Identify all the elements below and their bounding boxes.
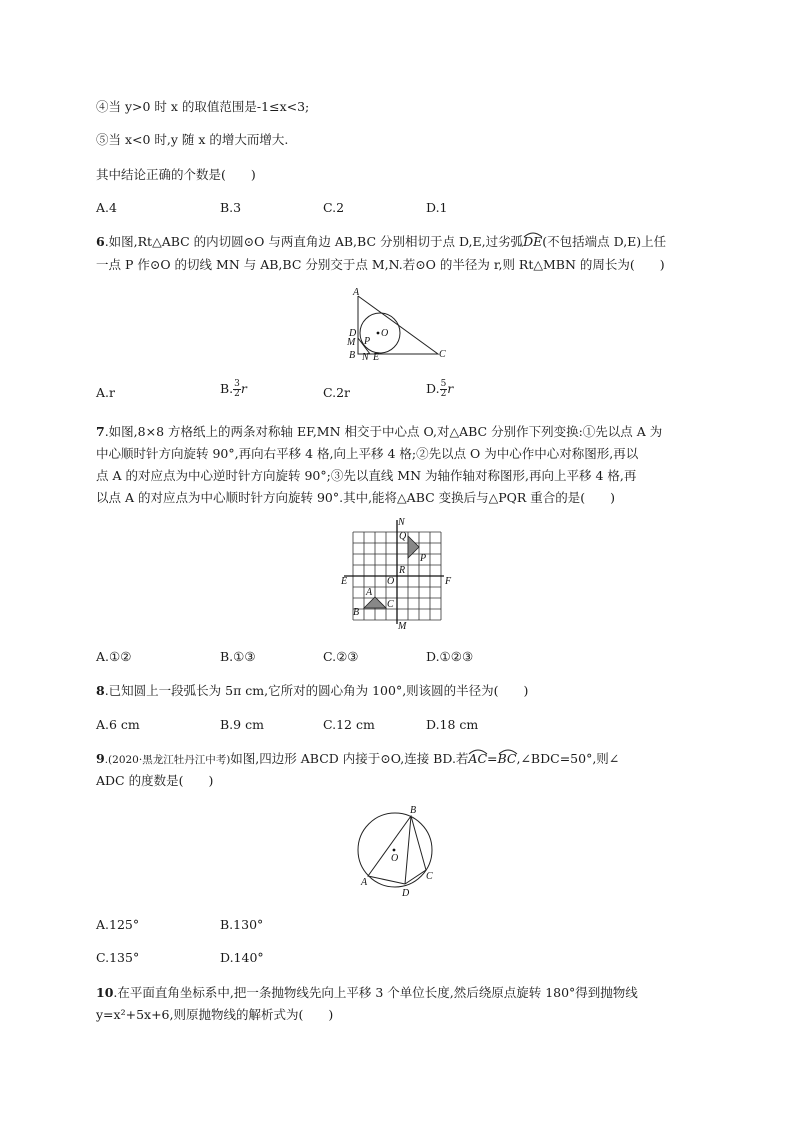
label-a: A bbox=[361, 877, 368, 888]
q6-option-a[interactable]: A.r bbox=[96, 385, 115, 400]
arc-mark-icon bbox=[468, 747, 488, 755]
arc-mark-icon bbox=[498, 747, 518, 755]
label-a: A bbox=[366, 587, 373, 598]
q5-option-c[interactable]: C.2 bbox=[323, 200, 345, 215]
q9-option-d[interactable]: D.140° bbox=[220, 950, 264, 965]
q5-option-b[interactable]: B.3 bbox=[220, 200, 242, 215]
label-p: P bbox=[420, 553, 427, 564]
q6-option-d[interactable]: D. $\frac{5}{2}$ r bbox=[426, 379, 454, 399]
statement-5: ⑤当 x<0 时,y 随 x 的增大而增大. bbox=[96, 132, 289, 147]
q6-figure bbox=[340, 284, 460, 364]
q6-option-c[interactable]: C.2r bbox=[323, 385, 351, 400]
q7-line-1: 7.如图,8×8 方格纸上的两条对称轴 EF,MN 相交于中心点 O,对△ABC 分别作下列变换:①先以点 A 为 bbox=[96, 424, 663, 439]
q5-option-a[interactable]: A.4 bbox=[96, 200, 117, 215]
q6-option-b[interactable]: B. $\frac{3}{2}$ r bbox=[220, 379, 247, 399]
q8-line-1: 8.已知圆上一段弧长为 5π cm,它所对的圆心角为 100°,则该圆的半径为( ) bbox=[96, 683, 529, 698]
label-c: C bbox=[387, 599, 394, 610]
q9-line-1: 9.(2020·黑龙江牡丹江中考)如图,四边形 ABCD 内接于⊙O,连接 BD.若 AC= BC,∠BDC=50°,则∠ bbox=[96, 750, 619, 769]
label-n: N bbox=[362, 352, 369, 363]
q5-option-d[interactable]: D.1 bbox=[426, 200, 448, 215]
q8-option-a[interactable]: A.6 cm bbox=[96, 717, 140, 732]
q7-option-d[interactable]: D.①②③ bbox=[426, 649, 474, 664]
arc-bc: BC bbox=[498, 751, 517, 766]
arc-ac: AC bbox=[468, 751, 487, 766]
q10-line-2: y=x²+5x+6,则原抛物线的解析式为( ) bbox=[96, 1007, 334, 1022]
label-p: P bbox=[364, 336, 371, 347]
q6-line-2: 一点 P 作⊙O 的切线 MN 与 AB,BC 分别交于点 M,N.若⊙O 的半径为 r,则 Rt△MBN 的周长为( ) bbox=[96, 257, 665, 272]
label-d: D bbox=[349, 328, 357, 339]
q7-option-a[interactable]: A.①② bbox=[96, 649, 132, 664]
label-e: E bbox=[373, 352, 380, 363]
q9-option-a[interactable]: A.125° bbox=[96, 917, 140, 932]
q6-line-1: 6.如图,Rt△ABC 的内切圆⊙O 与两直角边 AB,BC 分别相切于点 D,E,过劣弧 DE(不包括端点 D,E)上任 bbox=[96, 233, 666, 251]
q5-question: 其中结论正确的个数是( ) bbox=[96, 167, 256, 182]
label-b: B bbox=[353, 607, 360, 618]
q10-line-1: 10.在平面直角坐标系中,把一条抛物线先向上平移 3 个单位长度,然后绕原点旋转 180°得到抛物线 bbox=[96, 985, 638, 1000]
q7-option-c[interactable]: C.②③ bbox=[323, 649, 359, 664]
label-m: M bbox=[398, 621, 407, 632]
label-c: C bbox=[426, 871, 433, 882]
label-b: B bbox=[410, 805, 417, 816]
q9-line-2: ADC 的度数是( ) bbox=[96, 773, 214, 788]
q6-number: 6 bbox=[96, 234, 105, 249]
q9-option-c[interactable]: C.135° bbox=[96, 950, 140, 965]
statement-4: ④当 y>0 时 x 的取值范围是-1≤x<3; bbox=[96, 99, 310, 114]
label-r: R bbox=[399, 565, 406, 576]
arc-mark-icon bbox=[523, 230, 543, 238]
label-b: B bbox=[349, 350, 356, 361]
q8-option-c[interactable]: C.12 cm bbox=[323, 717, 375, 732]
label-o: O bbox=[391, 853, 399, 864]
q7-grid-figure bbox=[338, 516, 462, 632]
label-c: C bbox=[439, 349, 446, 360]
label-q: Q bbox=[399, 531, 407, 542]
q8-option-d[interactable]: D.18 cm bbox=[426, 717, 479, 732]
arc-de: DE bbox=[523, 234, 542, 249]
q7-option-b[interactable]: B.①③ bbox=[220, 649, 256, 664]
q7-line-2: 中心顺时针方向旋转 90°,再向右平移 4 格,向上平移 4 格;②先以点 O 为中心作中心对称图形,再以 bbox=[96, 446, 639, 461]
label-e: E bbox=[341, 576, 348, 587]
label-o: O bbox=[387, 576, 395, 587]
q9-figure bbox=[354, 800, 446, 900]
q7-line-4: 以点 A 的对应点为中心顺时针方向旋转 90°.其中,能将△ABC 变换后与△PQR 重合的是( ) bbox=[96, 490, 616, 505]
label-o: O bbox=[381, 328, 389, 339]
label-n: N bbox=[398, 517, 405, 528]
label-f: F bbox=[445, 576, 452, 587]
label-d: D bbox=[402, 888, 410, 899]
q9-option-b[interactable]: B.130° bbox=[220, 917, 264, 932]
label-a: A bbox=[353, 287, 360, 298]
q7-line-3: 点 A 的对应点为中心逆时针方向旋转 90°;③先以直线 MN 为轴作轴对称图形,再向上平移 4 格,再 bbox=[96, 468, 637, 483]
label-m: M bbox=[347, 337, 356, 348]
q8-option-b[interactable]: B.9 cm bbox=[220, 717, 264, 732]
